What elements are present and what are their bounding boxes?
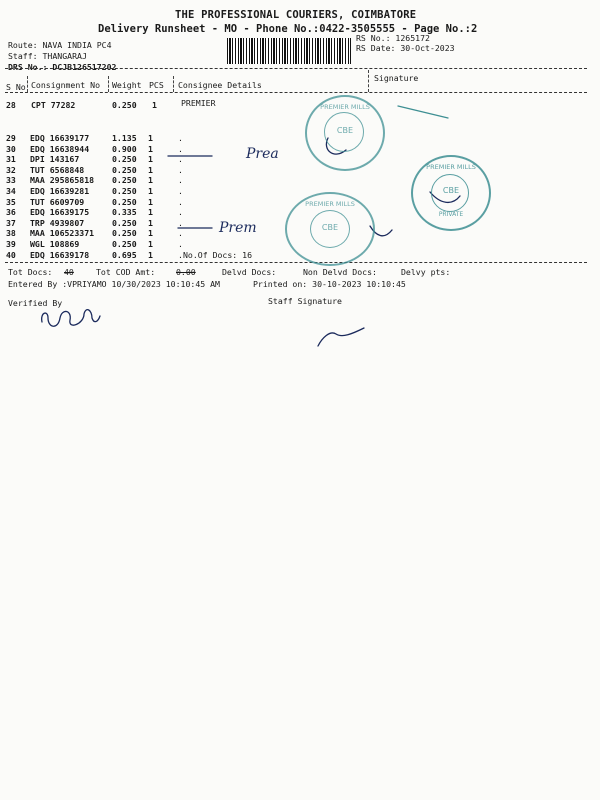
row-dot: .	[178, 133, 183, 143]
table-row	[6, 250, 198, 261]
non-delvd-docs: Non Delvd Docs:	[303, 267, 377, 277]
tot-docs-value: 40	[64, 267, 74, 277]
drs-number: DRS No.: DCJB126517202	[8, 62, 117, 72]
handwritten-sign-2: Prem	[219, 220, 257, 236]
row-sno: 38	[6, 228, 16, 239]
row-pcs: 1	[148, 207, 153, 218]
company-stamp	[411, 155, 491, 231]
stamp-center-text: CBE	[336, 126, 354, 135]
row-weight: 0.250	[112, 154, 137, 165]
stamp-center-text: CBE	[442, 186, 460, 195]
row-weight: 0.695	[112, 249, 137, 260]
col-consignee: Consignee Details	[178, 80, 262, 90]
row-pcs: 1	[148, 196, 153, 207]
row-sno: 32	[6, 164, 16, 175]
staff-label: Staff: THANGARAJ	[8, 51, 87, 61]
rs-number: RS No.: 1265172	[356, 33, 430, 43]
row-pcs: 1	[148, 217, 153, 228]
route-label: Route: NAVA INDIA PC4	[8, 40, 112, 50]
row-pcs: 1	[148, 228, 153, 239]
row-dot: .	[178, 143, 183, 154]
row-dot: .	[178, 249, 183, 260]
row-cno: TRP 4939807	[30, 217, 85, 228]
staff-signature-mark	[318, 328, 364, 346]
row-sno: 30	[6, 143, 16, 154]
row-sno: 34	[6, 185, 16, 196]
row-dot: .	[178, 154, 183, 165]
verified-signature	[42, 310, 100, 327]
entered-by: Entered By :VPRIYAMO 10/30/2023 10:10:45 AM	[8, 279, 220, 289]
row-28-cno: CPT 77282	[31, 100, 76, 110]
row-sno: 37	[6, 217, 16, 228]
row-weight: 0.335	[112, 207, 137, 218]
top-right-stroke	[398, 106, 448, 118]
rs-date: RS Date: 30-Oct-2023	[356, 43, 455, 53]
stamp-top-text: PREMIER MILLS	[426, 163, 476, 171]
row-cno: TUT 6609709	[30, 196, 85, 207]
row-dot: .	[178, 228, 183, 239]
col-divider-2	[108, 76, 109, 92]
printed-on: Printed on: 30-10-2023 10:10:45	[253, 279, 406, 289]
delvd-docs: Delvd Docs:	[222, 267, 277, 277]
verified-by: Verified By	[8, 298, 63, 308]
handwritten-sign-1: Prea	[246, 146, 279, 162]
row-sno: 33	[6, 175, 16, 186]
row-cno: EDQ 16639178	[30, 249, 90, 260]
table-row	[6, 228, 198, 239]
row-pcs: 1	[148, 238, 153, 249]
stamp-side-text: PRIVATE	[438, 211, 464, 218]
row-sno: 36	[6, 207, 16, 218]
row-cno: DPI 143167	[30, 154, 80, 165]
row-cno: EDQ 16639177	[30, 133, 90, 143]
table-row	[6, 154, 198, 165]
row-weight: 1.135	[112, 133, 137, 143]
col-divider-1	[27, 76, 28, 92]
row-weight: 0.250	[112, 217, 137, 228]
table-row	[6, 207, 198, 218]
row-sno: 29	[6, 133, 16, 143]
row-pcs: 1	[148, 154, 153, 165]
table-row	[6, 218, 198, 229]
company-stamp	[285, 192, 375, 266]
row-sno: 31	[6, 154, 16, 165]
row-pcs: 1	[148, 175, 153, 186]
delvy-pts: Delvy pts:	[401, 267, 451, 277]
barcode	[227, 38, 351, 64]
row-weight: 0.250	[112, 196, 137, 207]
row-weight: 0.250	[112, 228, 137, 239]
no-of-docs: No.Of Docs: 16	[183, 250, 253, 260]
col-pcs: PCS	[149, 80, 164, 90]
stamp-top-text: PREMIER MILLS	[320, 103, 370, 111]
table-row	[6, 186, 198, 197]
header-rule-top	[5, 68, 587, 69]
col-consignment: Consignment No	[31, 80, 101, 90]
row-28-consignee: PREMIER	[181, 98, 216, 108]
row-dot: .	[178, 164, 183, 175]
table-rule-bottom	[5, 262, 587, 263]
row-28-weight: 0.250	[112, 100, 137, 110]
staff-signature: Staff Signature	[268, 296, 342, 306]
row-cno: MAA 295865818	[30, 175, 95, 186]
tot-cod-label: Tot COD Amt:	[96, 267, 156, 277]
row-sno: 40	[6, 249, 16, 260]
row-dot: .	[178, 238, 183, 249]
tot-docs-label: Tot Docs:	[8, 267, 53, 277]
table-row	[6, 239, 198, 250]
row-pcs: 1	[148, 164, 153, 175]
row-28-pcs: 1	[152, 100, 157, 110]
stamp-center-text: CBE	[321, 223, 339, 232]
row-weight: 0.250	[112, 164, 137, 175]
row-cno: TUT 6568848	[30, 164, 85, 175]
row-pcs: 1	[148, 249, 153, 260]
table-row	[6, 133, 198, 144]
row-28-sno: 28	[6, 100, 16, 110]
row-dot: .	[178, 196, 183, 207]
row-weight: 0.250	[112, 175, 137, 186]
row-weight: 0.900	[112, 143, 137, 154]
row-sno: 35	[6, 196, 16, 207]
row-cno: EDQ 16639281	[30, 185, 90, 196]
row-cno: MAA 106523371	[30, 228, 95, 239]
col-divider-4	[368, 70, 369, 92]
row-pcs: 1	[148, 185, 153, 196]
table-row	[6, 197, 198, 208]
row-sno: 39	[6, 238, 16, 249]
company-stamp	[305, 95, 385, 171]
company-name: THE PROFESSIONAL COURIERS, COIMBATORE	[175, 9, 417, 21]
row-weight: 0.250	[112, 185, 137, 196]
row-dot: .	[178, 175, 183, 186]
row-cno: EDQ 16639175	[30, 207, 90, 218]
col-divider-3	[173, 76, 174, 92]
row-pcs: 1	[148, 143, 153, 154]
row-dot: .	[178, 185, 183, 196]
col-signature: Signature	[374, 73, 419, 83]
col-weight: Weight	[112, 80, 142, 90]
table-row	[6, 175, 198, 186]
tot-cod-value: 0.00	[176, 267, 196, 277]
row-pcs: 1	[148, 133, 153, 143]
row-weight: 0.250	[112, 238, 137, 249]
row-dot: .	[178, 217, 183, 228]
consignment-table	[6, 133, 198, 260]
stamp-top-text: PREMIER MILLS	[305, 200, 355, 208]
runsheet-title: Delivery Runsheet - MO - Phone No.:0422-3505555 - Page No.:2	[98, 23, 478, 35]
row-dot: .	[178, 207, 183, 218]
table-row	[6, 165, 198, 176]
row-cno: WGL 108869	[30, 238, 80, 249]
header-rule-bottom	[5, 92, 587, 93]
row-cno: EDQ 16638944	[30, 143, 90, 154]
col-sno: S No	[6, 82, 26, 92]
table-row	[6, 144, 198, 155]
